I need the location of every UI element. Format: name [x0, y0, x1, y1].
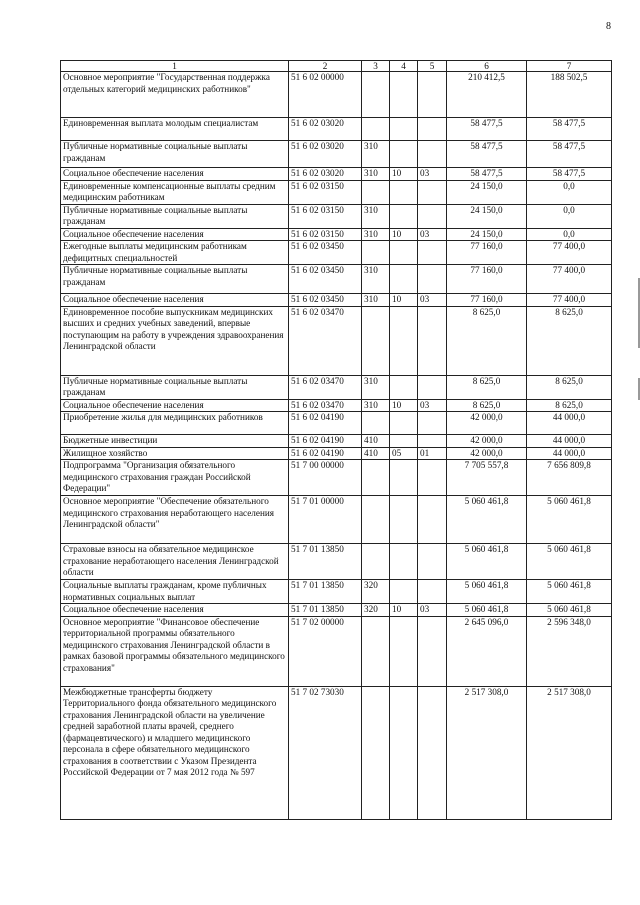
table-row — [61, 435, 612, 448]
row-amount-year-1: 5 060 461,8 — [447, 580, 527, 604]
row-section — [390, 616, 418, 686]
row-amount-year-1: 7 705 557,8 — [447, 460, 527, 496]
row-amount-year-2: 5 060 461,8 — [527, 604, 612, 617]
row-expense-type — [362, 180, 390, 204]
row-amount-year-1: 5 060 461,8 — [447, 496, 527, 544]
row-amount-year-1: 42 000,0 — [447, 447, 527, 460]
table-row — [61, 228, 612, 241]
row-expense-type — [362, 306, 390, 375]
row-section: 05 — [390, 447, 418, 460]
row-name: Приобретение жилья для медицинских работников — [61, 412, 289, 435]
row-subsection: 03 — [418, 228, 447, 241]
row-section — [390, 306, 418, 375]
row-section: 10 — [390, 228, 418, 241]
row-amount-year-2: 58 477,5 — [527, 118, 612, 141]
row-amount-year-2: 7 656 809,8 — [527, 460, 612, 496]
row-amount-year-2: 44 000,0 — [527, 412, 612, 435]
row-name: Социальное обеспечение населения — [61, 228, 289, 241]
row-amount-year-1: 58 477,5 — [447, 118, 527, 141]
row-amount-year-2: 188 502,5 — [527, 72, 612, 118]
row-amount-year-2: 2 517 308,0 — [527, 686, 612, 819]
row-code: 51 6 02 03020 — [289, 168, 362, 181]
row-section: 10 — [390, 604, 418, 617]
row-amount-year-1: 24 150,0 — [447, 204, 527, 228]
row-expense-type: 410 — [362, 435, 390, 448]
row-subsection — [418, 544, 447, 580]
row-code: 51 6 02 03020 — [289, 118, 362, 141]
row-code: 51 7 02 00000 — [289, 616, 362, 686]
row-subsection — [418, 580, 447, 604]
row-name: Межбюджетные трансферты бюджету Территориального фонда обязательного медицинского страхования Ленинградской области на увеличение средней заработной платы врачей, среднего (фармацевтического) и младшего медицинского персонала в сфере обязательного медицинского страхования в соответствии с Указом Президента Российской Федерации от 7 мая 2012 года № 597 — [61, 686, 289, 819]
table-row — [61, 241, 612, 265]
table-row — [61, 375, 612, 399]
row-amount-year-2: 8 625,0 — [527, 306, 612, 375]
row-amount-year-1: 58 477,5 — [447, 168, 527, 181]
row-name: Единовременные компенсационные выплаты средним медицинским работникам — [61, 180, 289, 204]
row-expense-type: 310 — [362, 399, 390, 412]
row-subsection — [418, 204, 447, 228]
row-amount-year-2: 58 477,5 — [527, 141, 612, 168]
row-amount-year-2: 77 400,0 — [527, 265, 612, 294]
row-code: 51 7 01 13850 — [289, 604, 362, 617]
row-code: 51 6 02 00000 — [289, 72, 362, 118]
row-expense-type: 310 — [362, 265, 390, 294]
column-header: 7 — [527, 61, 612, 72]
row-name: Социальное обеспечение населения — [61, 168, 289, 181]
table-row — [61, 447, 612, 460]
row-expense-type — [362, 460, 390, 496]
table-row — [61, 544, 612, 580]
row-subsection: 01 — [418, 447, 447, 460]
row-subsection — [418, 306, 447, 375]
row-name: Бюджетные инвестиции — [61, 435, 289, 448]
row-amount-year-2: 2 596 348,0 — [527, 616, 612, 686]
row-subsection — [418, 241, 447, 265]
row-name: Основное мероприятие "Государственная поддержка отдельных категорий медицинских работников" — [61, 72, 289, 118]
table-row — [61, 686, 612, 819]
row-amount-year-2: 8 625,0 — [527, 399, 612, 412]
table-row — [61, 412, 612, 435]
row-expense-type: 310 — [362, 228, 390, 241]
row-code: 51 6 02 03470 — [289, 375, 362, 399]
table-row — [61, 460, 612, 496]
row-code: 51 7 01 13850 — [289, 544, 362, 580]
table-row — [61, 72, 612, 118]
row-amount-year-1: 5 060 461,8 — [447, 604, 527, 617]
row-code: 51 7 00 00000 — [289, 460, 362, 496]
row-amount-year-1: 8 625,0 — [447, 399, 527, 412]
row-name: Основное мероприятие "Финансовое обеспечение территориальной программы обязательного медицинского страхования Ленинградской области в рамках базовой программы обязательного медицинского страхования" — [61, 616, 289, 686]
row-subsection — [418, 141, 447, 168]
column-header: 2 — [289, 61, 362, 72]
table-row — [61, 141, 612, 168]
row-code: 51 6 02 04190 — [289, 412, 362, 435]
row-code: 51 7 01 13850 — [289, 580, 362, 604]
row-amount-year-2: 0,0 — [527, 204, 612, 228]
row-name: Социальное обеспечение населения — [61, 604, 289, 617]
row-subsection — [418, 118, 447, 141]
column-header: 4 — [390, 61, 418, 72]
row-name: Социальное обеспечение населения — [61, 399, 289, 412]
column-header: 3 — [362, 61, 390, 72]
row-subsection: 03 — [418, 399, 447, 412]
row-amount-year-2: 5 060 461,8 — [527, 544, 612, 580]
table-row — [61, 306, 612, 375]
row-amount-year-2: 5 060 461,8 — [527, 580, 612, 604]
table-row — [61, 180, 612, 204]
row-expense-type: 310 — [362, 375, 390, 399]
row-expense-type: 310 — [362, 141, 390, 168]
row-subsection: 03 — [418, 604, 447, 617]
row-section — [390, 118, 418, 141]
row-section: 10 — [390, 399, 418, 412]
row-amount-year-1: 77 160,0 — [447, 294, 527, 307]
row-section: 10 — [390, 294, 418, 307]
row-amount-year-2: 77 400,0 — [527, 294, 612, 307]
row-expense-type: 410 — [362, 447, 390, 460]
row-section — [390, 265, 418, 294]
row-amount-year-2: 0,0 — [527, 228, 612, 241]
row-amount-year-1: 77 160,0 — [447, 241, 527, 265]
row-amount-year-1: 8 625,0 — [447, 306, 527, 375]
row-code: 51 7 01 00000 — [289, 496, 362, 544]
row-amount-year-1: 2 517 308,0 — [447, 686, 527, 819]
table-row — [61, 265, 612, 294]
row-subsection — [418, 412, 447, 435]
row-expense-type: 310 — [362, 168, 390, 181]
row-name: Социальные выплаты гражданам, кроме публичных нормативных социальных выплат — [61, 580, 289, 604]
row-amount-year-2: 58 477,5 — [527, 168, 612, 181]
row-code: 51 6 02 03450 — [289, 241, 362, 265]
row-subsection — [418, 265, 447, 294]
row-code: 51 6 02 03470 — [289, 399, 362, 412]
row-name: Страховые взносы на обязательное медицинское страхование неработающего населения Ленинградской области — [61, 544, 289, 580]
row-code: 51 6 02 03150 — [289, 204, 362, 228]
row-name: Публичные нормативные социальные выплаты гражданам — [61, 265, 289, 294]
row-expense-type — [362, 241, 390, 265]
row-subsection — [418, 616, 447, 686]
row-amount-year-1: 5 060 461,8 — [447, 544, 527, 580]
row-amount-year-1: 58 477,5 — [447, 141, 527, 168]
row-expense-type: 310 — [362, 204, 390, 228]
row-name: Публичные нормативные социальные выплаты гражданам — [61, 204, 289, 228]
budget-table — [60, 60, 612, 820]
table-row — [61, 168, 612, 181]
row-amount-year-1: 24 150,0 — [447, 180, 527, 204]
row-name: Основное мероприятие "Обеспечение обязательного медицинского страхования неработающего населения Ленинградской области" — [61, 496, 289, 544]
table-row — [61, 616, 612, 686]
row-amount-year-2: 5 060 461,8 — [527, 496, 612, 544]
row-subsection: 03 — [418, 168, 447, 181]
row-section — [390, 544, 418, 580]
row-code: 51 6 02 04190 — [289, 435, 362, 448]
table-row — [61, 496, 612, 544]
row-code: 51 6 02 04190 — [289, 447, 362, 460]
row-subsection — [418, 496, 447, 544]
row-code: 51 6 02 03020 — [289, 141, 362, 168]
row-section — [390, 580, 418, 604]
row-subsection — [418, 72, 447, 118]
row-amount-year-1: 24 150,0 — [447, 228, 527, 241]
table-header-row — [61, 61, 612, 72]
row-amount-year-2: 0,0 — [527, 180, 612, 204]
table-row — [61, 294, 612, 307]
row-name: Социальное обеспечение населения — [61, 294, 289, 307]
row-section: 10 — [390, 168, 418, 181]
row-amount-year-1: 8 625,0 — [447, 375, 527, 399]
table-row — [61, 604, 612, 617]
page-number: 8 — [606, 21, 611, 32]
row-section — [390, 204, 418, 228]
row-name: Единовременное пособие выпускникам медицинских высших и средних учебных заведений, впервые поступающим на работу в учреждения здравоохранения Ленинградской области — [61, 306, 289, 375]
row-expense-type — [362, 72, 390, 118]
row-expense-type — [362, 544, 390, 580]
row-section — [390, 412, 418, 435]
row-section — [390, 375, 418, 399]
row-code: 51 6 02 03450 — [289, 265, 362, 294]
row-name: Публичные нормативные социальные выплаты гражданам — [61, 141, 289, 168]
row-subsection — [418, 686, 447, 819]
column-header: 5 — [418, 61, 447, 72]
row-expense-type: 310 — [362, 294, 390, 307]
row-amount-year-1: 77 160,0 — [447, 265, 527, 294]
row-amount-year-2: 8 625,0 — [527, 375, 612, 399]
row-name: Подпрограмма "Организация обязательного медицинского страхования граждан Российской Федерации" — [61, 460, 289, 496]
row-code: 51 6 02 03150 — [289, 228, 362, 241]
row-code: 51 6 02 03450 — [289, 294, 362, 307]
row-section — [390, 435, 418, 448]
row-amount-year-1: 42 000,0 — [447, 412, 527, 435]
row-amount-year-2: 77 400,0 — [527, 241, 612, 265]
table-row — [61, 399, 612, 412]
row-subsection — [418, 460, 447, 496]
row-name: Жилищное хозяйство — [61, 447, 289, 460]
row-section — [390, 241, 418, 265]
row-expense-type — [362, 496, 390, 544]
column-header: 1 — [61, 61, 289, 72]
column-header: 6 — [447, 61, 527, 72]
row-subsection — [418, 180, 447, 204]
table-row — [61, 580, 612, 604]
row-section — [390, 141, 418, 168]
row-amount-year-2: 44 000,0 — [527, 447, 612, 460]
row-amount-year-1: 42 000,0 — [447, 435, 527, 448]
row-amount-year-1: 2 645 096,0 — [447, 616, 527, 686]
row-section — [390, 460, 418, 496]
row-expense-type — [362, 616, 390, 686]
row-section — [390, 180, 418, 204]
row-subsection — [418, 375, 447, 399]
row-amount-year-1: 210 412,5 — [447, 72, 527, 118]
row-amount-year-2: 44 000,0 — [527, 435, 612, 448]
table-row — [61, 118, 612, 141]
row-code: 51 6 02 03150 — [289, 180, 362, 204]
row-section — [390, 686, 418, 819]
row-subsection: 03 — [418, 294, 447, 307]
row-name: Публичные нормативные социальные выплаты гражданам — [61, 375, 289, 399]
row-subsection — [418, 435, 447, 448]
row-expense-type — [362, 686, 390, 819]
row-section — [390, 496, 418, 544]
row-section — [390, 72, 418, 118]
row-expense-type — [362, 118, 390, 141]
table-row — [61, 204, 612, 228]
row-expense-type — [362, 412, 390, 435]
row-expense-type: 320 — [362, 580, 390, 604]
row-name: Единовременная выплата молодым специалистам — [61, 118, 289, 141]
row-name: Ежегодные выплаты медицинским работникам дефицитных специальностей — [61, 241, 289, 265]
row-expense-type: 320 — [362, 604, 390, 617]
row-code: 51 6 02 03470 — [289, 306, 362, 375]
row-code: 51 7 02 73030 — [289, 686, 362, 819]
